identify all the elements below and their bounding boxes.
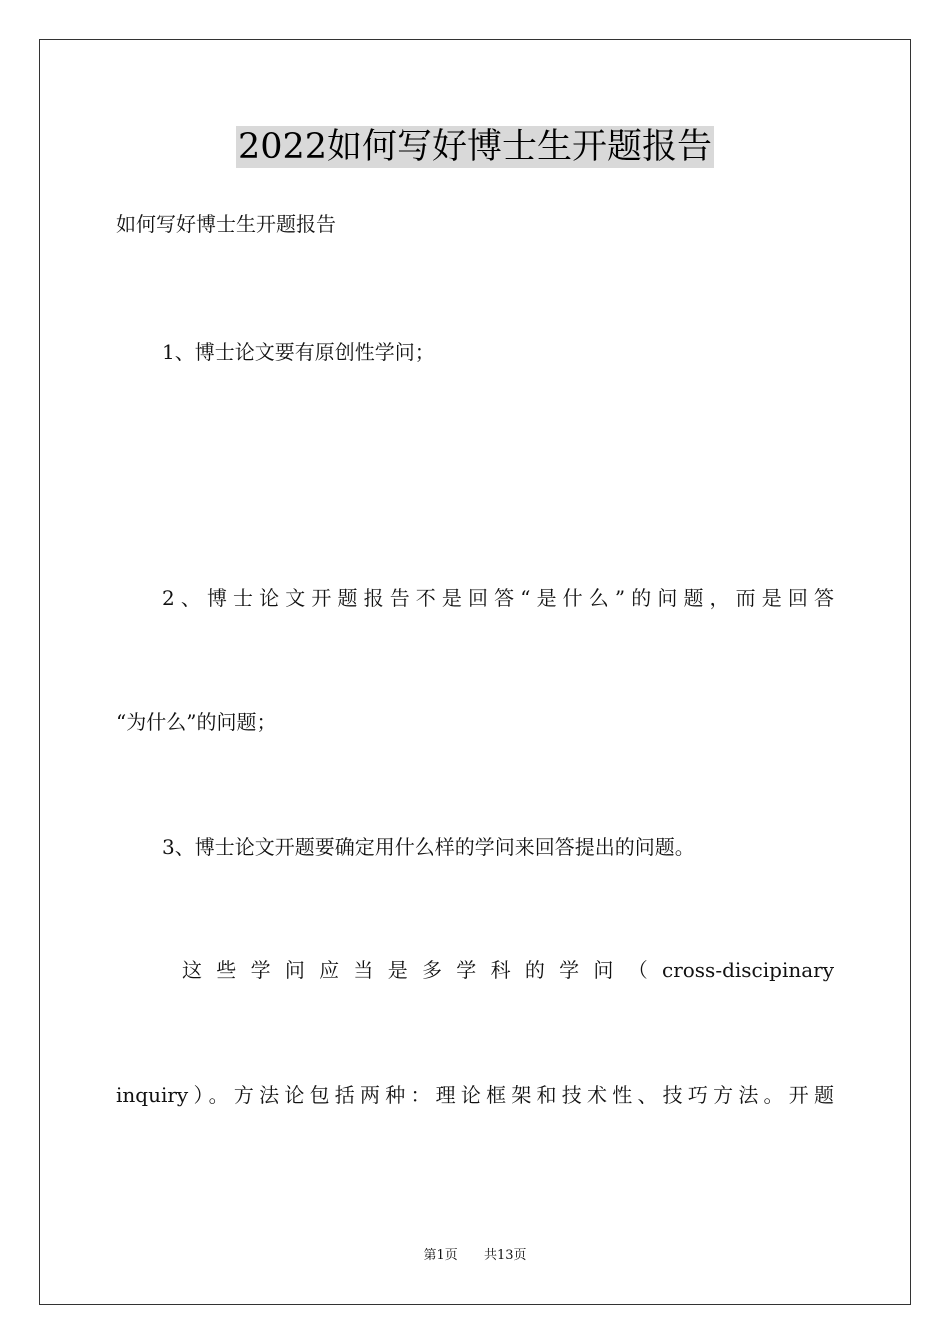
paragraph-point-3: 3、博士论文开题要确定用什么样的学问来回答提出的问题。: [162, 835, 695, 859]
paragraph-point-1: 1、博士论文要有原创性学问；: [162, 340, 435, 364]
page-number-current: 第1页: [423, 1248, 458, 1263]
paragraph-continuation-line-2: inquiry）。方法论包括两种：理论框架和技术性、技巧方法。开题: [116, 1083, 834, 1107]
paragraph-point-2-line-2: “为什么”的问题；: [116, 710, 277, 734]
page-number-total: 共13页: [484, 1248, 527, 1263]
page-footer: [0, 1248, 950, 1264]
paragraph-point-2-line-1: 2、博士论文开题报告不是回答“是什么”的问题，而是回答: [162, 586, 834, 610]
paragraph-continuation-line-1: 这 些 学 问 应 当 是 多 学 科 的 学 问 （ cross-discipinary: [182, 958, 834, 982]
document-title: 2022如何写好博士生开题报告: [237, 127, 713, 167]
paragraph-subtitle: 如何写好博士生开题报告: [116, 212, 336, 236]
title-container: [0, 126, 950, 168]
